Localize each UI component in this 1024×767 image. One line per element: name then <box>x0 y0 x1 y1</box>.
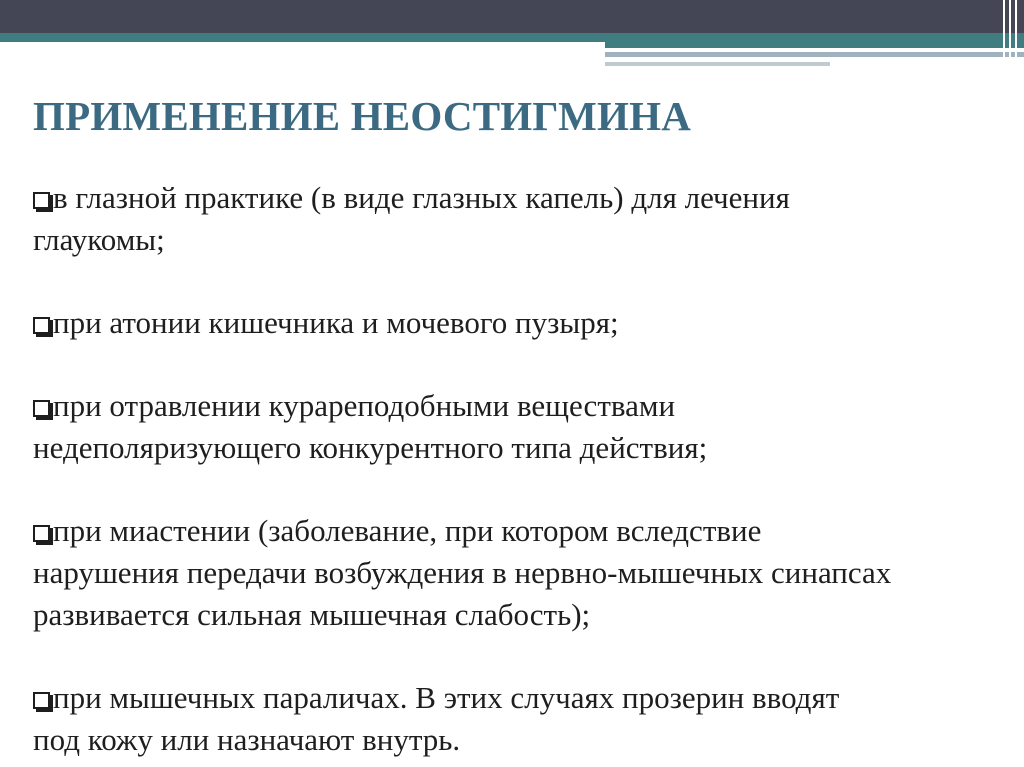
list-item-text: глаукомы; <box>33 222 165 257</box>
list-item-text: в глазной практике (в виде глазных капель) для лечения <box>53 180 790 215</box>
square-bullet-icon <box>33 317 50 334</box>
list-item-text: недеполяризующего конкурентного типа действия; <box>33 430 708 465</box>
header-band-dark <box>0 0 1024 33</box>
square-bullet-icon <box>33 400 50 417</box>
square-bullet-icon <box>33 692 50 709</box>
square-bullet-icon <box>33 192 50 209</box>
header-vertical-stripes <box>1000 0 1024 66</box>
list-item-text: при атонии кишечника и мочевого пузыря; <box>53 305 619 340</box>
header-band-teal <box>0 33 1024 42</box>
slide-title: ПРИМЕНЕНИЕ НЕОСТИГМИНА <box>33 93 691 139</box>
list-item-text: под кожу или назначают внутрь. <box>33 722 461 757</box>
list-item <box>33 385 993 469</box>
list-item <box>33 510 993 636</box>
header-band-teal-lower <box>605 42 1024 48</box>
list-item <box>33 302 993 344</box>
header-band-light-lower <box>605 62 830 66</box>
header-band-light <box>605 52 1024 57</box>
square-bullet-icon <box>33 525 50 542</box>
list-item-text: при миастении (заболевание, при котором вследствие <box>53 513 762 548</box>
list-item-text: при отравлении курареподобными веществами <box>53 388 676 423</box>
vertical-stripe <box>1003 0 1005 66</box>
list-item-text: при мышечных параличах. В этих случаях прозерин вводят <box>53 680 840 715</box>
list-item-text: развивается сильная мышечная слабость); <box>33 597 591 632</box>
list-item <box>33 177 993 261</box>
bullet-list <box>33 177 993 767</box>
list-item <box>33 677 993 761</box>
vertical-stripe <box>1015 0 1017 66</box>
vertical-stripe <box>1009 0 1011 66</box>
list-item-text: нарушения передачи возбуждения в нервно-мышечных синапсах <box>33 555 892 590</box>
